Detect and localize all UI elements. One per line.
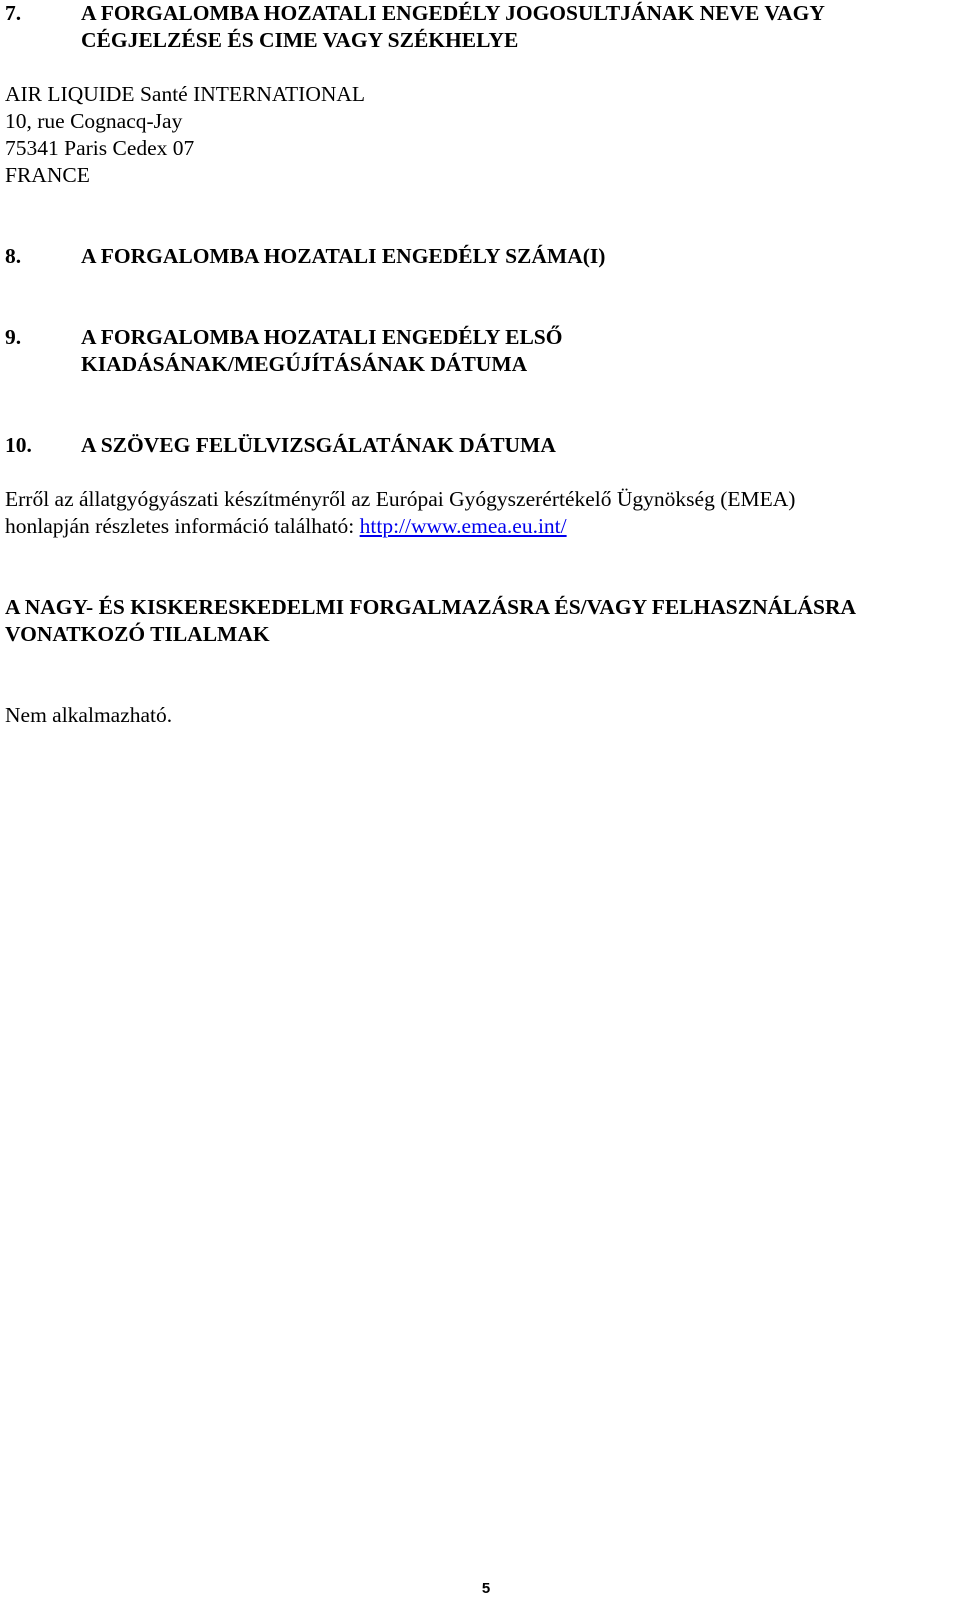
section-7-number: 7. <box>5 1 22 25</box>
section-7 <box>5 0 950 54</box>
section-7-title-line-1: A FORGALOMBA HOZATALI ENGEDÉLY JOGOSULTJÁNAK NEVE VAGY <box>81 1 825 25</box>
address-line-city: 75341 Paris Cedex 07 <box>5 136 195 160</box>
section-9-number: 9. <box>5 325 22 349</box>
section-8 <box>5 243 950 270</box>
page-number: 5 <box>481 1580 491 1597</box>
section-10-body <box>5 486 950 540</box>
address-line-company: AIR LIQUIDE Santé INTERNATIONAL <box>5 82 366 106</box>
section-10 <box>5 432 950 459</box>
section-10-heading <box>5 432 950 459</box>
section-8-title: A FORGALOMBA HOZATALI ENGEDÉLY SZÁMA(I) <box>81 244 606 268</box>
restrictions-title-line-2: VONATKOZÓ TILALMAK <box>5 622 270 646</box>
restrictions-body-text: Nem alkalmazható. <box>5 703 173 727</box>
restrictions-body <box>5 702 950 729</box>
section-7-heading <box>5 0 950 54</box>
section-10-body-line-1: Erről az állatgyógyászati készítményről az Európai Gyógyszerértékelő Ügynökség (EMEA) <box>5 487 796 511</box>
section-7-title-line-2: CÉGJELZÉSE ÉS CIME VAGY SZÉKHELYE <box>81 28 519 52</box>
section-8-number: 8. <box>5 244 22 268</box>
section-9-heading <box>5 324 950 378</box>
restrictions-title-line-1: A NAGY- ÉS KISKERESKEDELMI FORGALMAZÁSRA ÉS/VAGY FELHASZNÁLÁSRA <box>5 595 857 619</box>
section-10-title: A SZÖVEG FELÜLVIZSGÁLATÁNAK DÁTUMA <box>81 433 556 457</box>
section-8-heading <box>5 243 950 270</box>
holder-address <box>5 81 950 189</box>
restrictions-heading <box>5 594 950 648</box>
section-9-title-line-2: KIADÁSÁNAK/MEGÚJÍTÁSÁNAK DÁTUMA <box>81 352 528 376</box>
section-10-body-line-2-text: honlapján részletes információ található: <box>5 514 360 538</box>
section-9 <box>5 324 950 378</box>
section-10-body-line-2 <box>5 513 950 540</box>
section-10-number: 10. <box>5 433 32 457</box>
emea-website-link[interactable]: http://www.emea.eu.int/ <box>359 514 567 538</box>
address-line-street: 10, rue Cognacq-Jay <box>5 109 183 133</box>
section-9-title-line-1: A FORGALOMBA HOZATALI ENGEDÉLY ELSŐ <box>81 325 563 349</box>
address-line-country: FRANCE <box>5 163 90 187</box>
